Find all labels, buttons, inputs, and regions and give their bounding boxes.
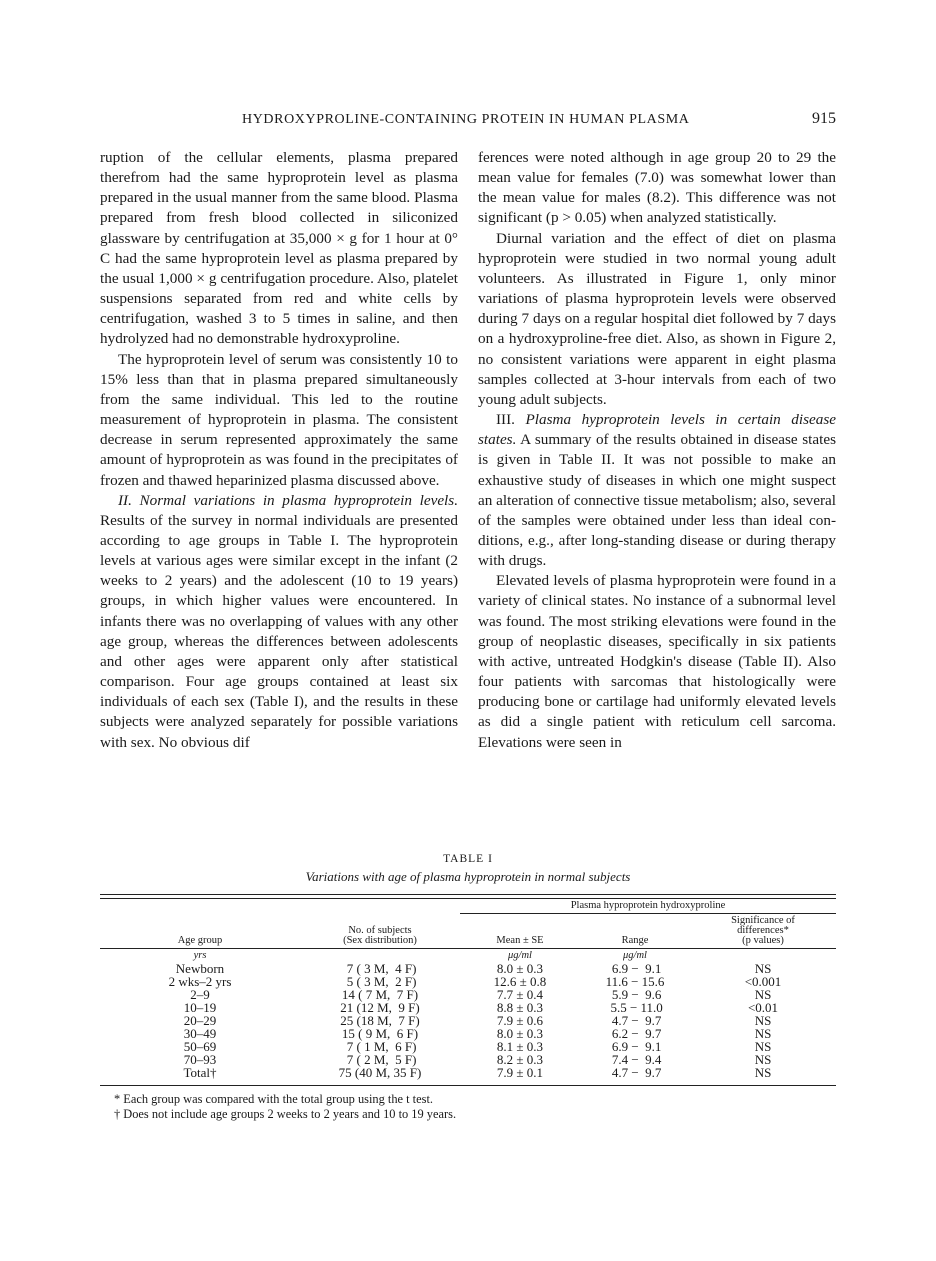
cell-significance: NS [754,961,772,976]
cell-mean: 7.7 ± 0.4 [496,987,544,1002]
cell-significance: NS [754,1013,772,1028]
cell-range: 6.9 − 9.1 [608,1039,662,1054]
cell-age-group: 2–9 [190,987,210,1002]
left-paragraph-3-body: Results of the survey in normal individuals are presented according to age groups in Table I. The hyproprotein levels at various ages were similar except in the infant (2 weeks to 2 years) and the adolescent (10 to 19 years) groups, in which higher values were encountered. In infants there was no overlapping of values with any other age group, whereas the differences between adolescents and other ages were apparent only after statistical comparison. Four age groups contained at least six individuals of each sex (Table I), and the results in these subjects were analyzed separately for possible variations with sex. No obvious dif [100,511,458,751]
cell-subjects: 7 ( 3 M, 4 F) [343,961,417,976]
cell-age-group: Total† [183,1065,217,1080]
cell-subjects: 15 ( 9 M, 6 F) [341,1026,419,1041]
right-paragraph-2: Diurnal variation and the effect of diet on plasma hyproprotein were studied in two normal young adult volunteers. As illustrated in Figure 1, only minor variations of plasma hyproprotein levels were observed during 7 days on a regular hospital diet followed by 7 days on a hydroxyproline-free diet. Also, as shown in Figure 2, no consistent variations were apparent in eight plasma samples collected at 3-hour intervals from each of two young adult subjects. [478,229,836,408]
column-header-significance-line2: differences* [737,925,789,936]
table-label: TABLE I [443,853,493,865]
cell-significance: NS [754,1039,772,1054]
cell-mean: 7.9 ± 0.6 [496,1013,544,1028]
column-header-mean: Mean ± SE [460,914,580,949]
running-head: HYDROXYPROLINE-CONTAINING PROTEIN IN HUMAN PLASMA [242,112,690,127]
cell-age-group: 2 wks–2 yrs [168,974,232,989]
cell-mean: 12.6 ± 0.8 [493,974,547,989]
left-paragraph-1: ruption of the cellular elements, plasma prepared therefrom had the same hyproprotein level as plasma prepared in the usual manner from the same blood. Plasma prepared from fresh blood collected in siliconized glassware by centrifugation at 35,000 × g for 1 hour at 0° C had the same hyproprotein level as plasma prepared by the usual 1,000 × g centrifugation procedure. Also, platelet suspensions separated from red and white cells by centrifugation, washed 3 to 5 times in saline, and then hydrolyzed had no demonstrable hydroxyproline. [100,149,458,348]
right-paragraph-3-body: A summary of the results obtained in disease states is given in Table II. It was not possible to make an exhaustive study of diseases in which one might suspect an alteration of connective tissue metabolism; also, several of the samples were obtained under less than ideal conditions, e.g., after long-standing disease or during therapy with drugs. [478,431,836,570]
cell-range: 6.9 − 9.1 [608,961,662,976]
footnote-exclusion: † Does not include age groups 2 weeks to 2 years and 10 to 19 years. [114,1107,457,1121]
cell-range: 4.7 − 9.7 [608,1065,662,1080]
left-paragraph-3 [100,491,458,753]
page-number: 915 [812,110,836,127]
cell-age-group: 70–93 [183,1052,217,1067]
cell-range: 4.7 − 9.7 [608,1013,662,1028]
cell-subjects: 14 ( 7 M, 7 F) [341,987,419,1002]
cell-significance: <0.001 [744,974,782,989]
cell-mean: 8.0 ± 0.3 [496,961,544,976]
cell-subjects: 25 (18 M, 7 F) [340,1013,420,1028]
column-header-subjects-line2: (Sex distribution) [343,935,417,946]
cell-mean: 8.8 ± 0.3 [496,1000,544,1015]
group-header-hydroxyproline: Plasma hyproprotein hydroxyproline [460,899,836,914]
cell-significance: NS [754,987,772,1002]
cell-mean: 7.9 ± 0.1 [496,1065,544,1080]
left-column [100,148,458,753]
cell-age-group: 10–19 [183,1000,217,1015]
column-header-subjects-line1: No. of subjects [348,925,412,936]
cell-subjects: 7 ( 1 M, 6 F) [343,1039,417,1054]
unit-age: yrs [193,950,207,961]
table-row [100,1066,836,1079]
cell-subjects: 5 ( 3 M, 2 F) [343,974,417,989]
table-1 [100,850,836,1122]
right-column [478,148,836,753]
hyproprotein-table [100,894,836,1086]
cell-age-group: 30–49 [183,1026,217,1041]
column-header-significance [690,914,836,949]
cell-subjects: 7 ( 2 M, 5 F) [343,1052,417,1067]
column-header-range: Range [580,914,690,949]
column-header-age-group: Age group [100,914,300,949]
cell-mean: 8.2 ± 0.3 [496,1052,544,1067]
cell-mean: 8.0 ± 0.3 [496,1026,544,1041]
column-header-significance-line1: Significance of [731,915,795,926]
cell-mean: 8.1 ± 0.3 [496,1039,544,1054]
cell-range: 11.6 − 15.6 [605,974,665,989]
column-header-significance-line3: (p values) [742,935,784,946]
cell-age-group: 50–69 [183,1039,217,1054]
cell-range: 6.2 − 9.7 [608,1026,662,1041]
section-number-iii: III. [496,411,515,429]
cell-range: 5.9 − 9.6 [608,987,662,1002]
section-heading-normal-variations: II. Normal variations in plasma hyproprotein levels. [118,491,458,509]
unit-range: μg/ml [623,950,647,961]
right-paragraph-3 [478,410,836,571]
cell-significance: NS [754,1052,772,1067]
cell-age-group: 20–29 [183,1013,217,1028]
cell-significance: NS [754,1026,772,1041]
cell-range: 5.5 − 11.0 [607,1000,663,1015]
footnote-ttest: * Each group was compared with the total group using the t test. [114,1092,433,1106]
left-paragraph-2: The hyproprotein level of serum was consistently 10 to 15% less than that in plasma prepared simultaneously from the same individual. This led to the routine measurement of hyproprotein in plasma. The consistent decrease in serum represented approximately the same amount of hyproprotein as was found in the precipitates of frozen and thawed heparinized plasma discussed above. [100,350,458,489]
cell-age-group: Newborn [175,961,225,976]
table-caption: Variations with age of plasma hyproprotein in normal subjects [305,869,631,884]
unit-mean: μg/ml [508,950,532,961]
table-body [100,962,836,1079]
cell-range: 7.4 − 9.4 [608,1052,662,1067]
unit-row [100,949,836,963]
column-header-subjects [300,914,460,949]
right-paragraph-1: ferences were noted although in age group 20 to 29 the mean value for females (7.0) was somewhat lower than the mean value for males (8.2). This difference was not significant (p > 0.05) when analyzed statistically. [478,149,836,227]
cell-subjects: 75 (40 M, 35 F) [338,1065,422,1080]
table-footnotes [100,1092,836,1122]
right-paragraph-4: Elevated levels of plasma hyproprotein were found in a variety of clinical states. No instance of a subnormal level was found. The most striking elevations were found in the group of neoplastic diseases, specifically in six patients with active, untreated Hodgkin's disease (Table II). Also four patients with sarcomas that histologically were producing bone or cartilage had uniformly elevated levels as did a single patient with reticulum cell sarcoma. Elevations were seen in [478,572,836,751]
cell-subjects: 21 (12 M, 9 F) [340,1000,420,1015]
table-row [100,975,836,988]
cell-significance: <0.01 [747,1000,779,1015]
cell-significance: NS [754,1065,772,1080]
section-heading-disease-states: Plasma hyproprotein levels in certain disease states. [478,411,836,449]
